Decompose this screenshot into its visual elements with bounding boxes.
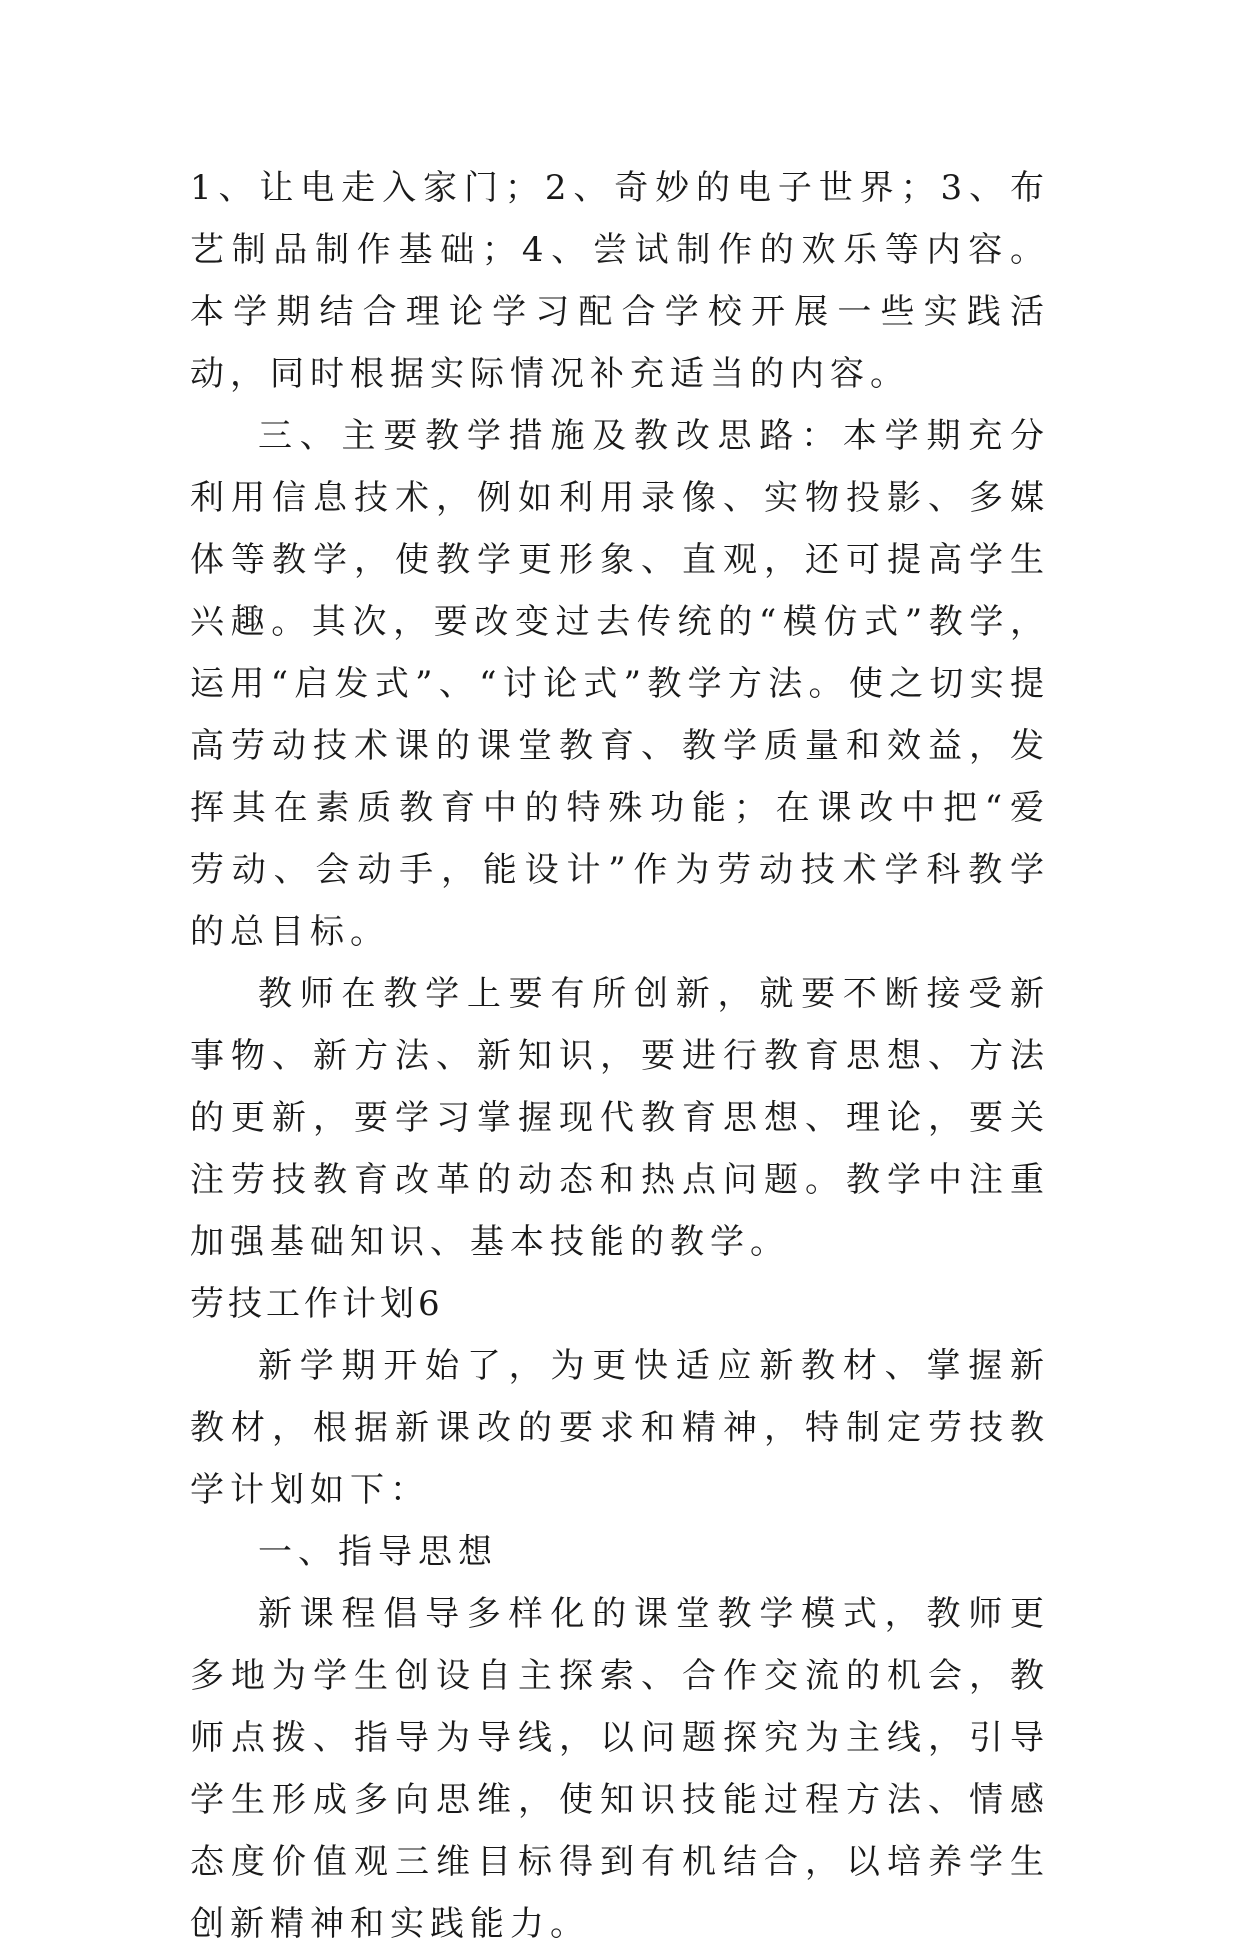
paragraph-teaching-measures: 三、主要教学措施及教改思路：本学期充分利用信息技术，例如利用录像、实物投影、多媒体等教学，使教学更形象、直观，还可提高学生兴趣。其次，要改变过去传统的“模仿式”教学，运用“启发式”、“讨论式”教学方法。使之切实提高劳动技术课的课堂教育、教学质量和效益，发挥其在素质教育中的特殊功能；在课改中把“爱劳动、会动手，能设计”作为劳动技术学科教学的总目标。 xyxy=(190,416,1050,952)
paragraph-course-content: 1、让电走入家门；2、奇妙的电子世界；3、布艺制品制作基础；4、尝试制作的欢乐等内容。本学期结合理论学习配合学校开展一些实践活动，同时根据实际情况补充适当的内容。 xyxy=(190,168,1050,394)
paragraph-new-curriculum: 新课程倡导多样化的课堂教学模式，教师更多地为学生创设自主探索、合作交流的机会，教师点拨、指导为导线，以问题探究为主线，引导学生形成多向思维，使知识技能过程方法、情感态度价值观三维目标得到有机结合，以培养学生创新精神和实践能力。 xyxy=(190,1594,1050,1944)
paragraph-teacher-innovation: 教师在教学上要有所创新，就要不断接受新事物、新方法、新知识，要进行教育思想、方法的更新，要学习掌握现代教育思想、理论，要关注劳技教育改革的动态和热点问题。教学中注重加强基础知识、基本技能的教学。 xyxy=(190,974,1050,1262)
section-heading-plan-6: 劳技工作计划6 xyxy=(190,1284,444,1324)
document-body xyxy=(190,157,1050,1955)
paragraph-new-semester: 新学期开始了，为更快适应新教材、掌握新教材，根据新课改的要求和精神，特制定劳技教学计划如下： xyxy=(190,1346,1050,1510)
subheading-guiding-thought: 一、指导思想 xyxy=(258,1532,498,1572)
